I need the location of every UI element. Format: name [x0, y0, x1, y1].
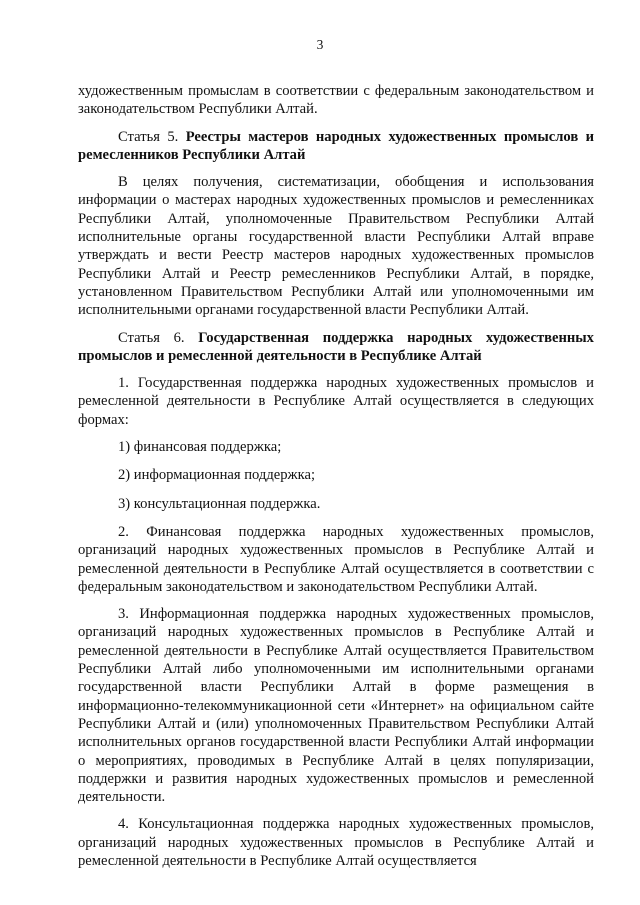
paragraph-continuation: художественным промыслам в соответствии с федеральным законодательством и законодательством Республики Алтай.	[78, 83, 594, 118]
list-item: 2) информационная поддержка;	[118, 467, 316, 484]
list-item: 1) финансовая поддержка;	[118, 439, 282, 456]
page-number: 3	[316, 37, 324, 52]
document-body	[78, 82, 594, 879]
article-title: Государственная поддержка народных художественных промыслов и ремесленной деятельности в Республике Алтай	[78, 329, 594, 364]
paragraph: 3. Информационная поддержка народных художественных промыслов, организаций народных художественных промыслов в Республике Алтай и ремесленной деятельности в Республике Алтай осуществляется Правительством Республики Алтай либо уполномоченными им исполнительными органами государственной власти Республики Алтай в форме размещения в информационно-телекоммуникационной сети «Интернет» на официальном сайте Республики Алтай и (или) уполномоченных Правительством Республики Алтай исполнительных органов государственной власти Республики Алтай информации о мероприятиях, проводимых в Республике Алтай в целях популяризации, поддержки и развития народных художественных промыслов и ремесленной деятельности.	[78, 606, 594, 806]
article-label: Статья 6.	[118, 329, 185, 346]
article-6-heading	[78, 329, 594, 366]
paragraph: 1. Государственная поддержка народных художественных промыслов и ремесленной деятельности в Республике Алтай осуществляется в следующих формах:	[78, 375, 594, 428]
article-5-heading	[78, 128, 594, 165]
article-label: Статья 5.	[118, 128, 179, 145]
paragraph: В целях получения, систематизации, обобщения и использования информации о мастерах народных художественных промыслов и ремесленниках Республики Алтай, уполномоченные Правительством Республики Алтай исполнительные органы государственной власти Республики Алтай вправе утверждать и вести Реестр мастеров народных художественных промыслов Республики Алтай и Реестр ремесленников Республики Алтай, в порядке, установленном Правительством Республики Алтай или уполномоченными им исполнительными органами государственной власти Республики Алтай.	[78, 174, 594, 319]
paragraph: 2. Финансовая поддержка народных художественных промыслов, организаций народных художественных промыслов в Республике Алтай и ремесленной деятельности в Республике Алтай осуществляется в соответствии с федеральным законодательством и законодательством Республики Алтай.	[78, 523, 594, 595]
list-item: 3) консультационная поддержка.	[118, 495, 321, 512]
article-title: Реестры мастеров народных художественных промыслов и ремесленников Республики Алтай	[78, 128, 595, 163]
paragraph: 4. Консультационная поддержка народных художественных промыслов, организаций народных художественных промыслов в Республике Алтай и ремесленной деятельности в Республике Алтай осуществляется	[78, 816, 594, 869]
